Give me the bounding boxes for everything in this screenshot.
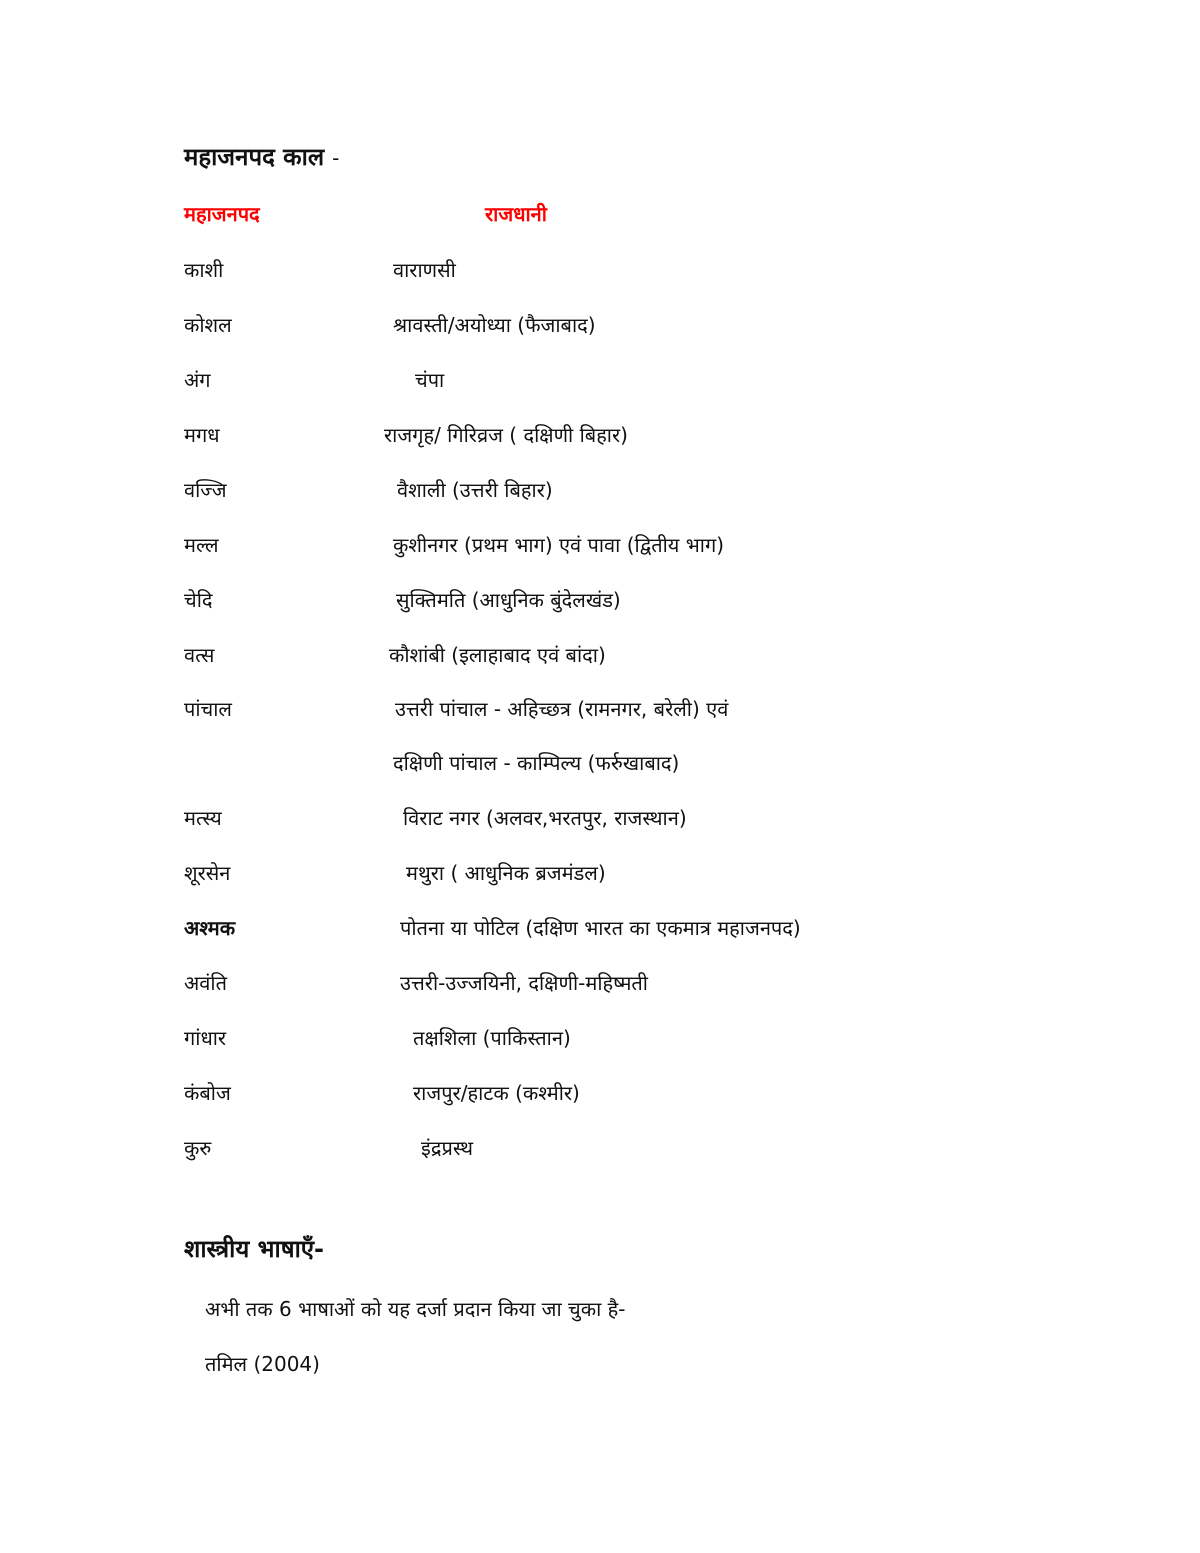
table-row bbox=[0, 804, 1200, 844]
row-capital: दक्षिणी पांचाल - काम्पिल्य (फर्रुखाबाद) bbox=[393, 751, 680, 775]
row-name: शूरसेन bbox=[184, 861, 231, 885]
row-capital: पोतना या पोटिल (दक्षिण भारत का एकमात्र महाजनपद) bbox=[400, 916, 801, 940]
section-title-classical-languages: शास्त्रीय भाषाएँ- bbox=[184, 1235, 325, 1263]
table-row bbox=[0, 1079, 1200, 1119]
page-title-text: महाजनपद काल bbox=[184, 143, 325, 171]
row-name: वज्जि bbox=[184, 478, 227, 502]
row-name: कंबोज bbox=[184, 1081, 231, 1105]
row-name: अश्मक bbox=[184, 916, 236, 940]
table-row bbox=[0, 1134, 1200, 1174]
table-row bbox=[0, 311, 1200, 351]
row-name: मत्स्य bbox=[184, 806, 222, 830]
table-row bbox=[0, 859, 1200, 899]
row-name: कुरु bbox=[184, 1136, 212, 1160]
column-header-mahajanapada: महाजनपद bbox=[184, 202, 260, 226]
row-capital: कौशांबी (इलाहाबाद एवं बांदा) bbox=[389, 643, 606, 667]
row-capital: कुशीनगर (प्रथम भाग) एवं पावा (द्वितीय भाग) bbox=[393, 533, 725, 557]
row-name: मगध bbox=[184, 423, 220, 447]
row-name: गांधार bbox=[184, 1026, 227, 1050]
row-name: अंग bbox=[184, 368, 211, 392]
page-title-dash: - bbox=[332, 146, 340, 170]
row-name: वत्स bbox=[184, 643, 215, 667]
page-title bbox=[184, 140, 339, 173]
table-row bbox=[0, 531, 1200, 571]
table-row bbox=[0, 749, 1200, 789]
row-name: चेदि bbox=[184, 588, 213, 612]
row-capital: राजपुर/हाटक (कश्मीर) bbox=[413, 1081, 580, 1105]
row-capital: इंद्रप्रस्थ bbox=[421, 1136, 473, 1160]
table-row bbox=[0, 641, 1200, 681]
row-capital: उत्तरी-उज्जयिनी, दक्षिणी-महिष्मती bbox=[400, 971, 648, 995]
row-capital: सुक्तिमति (आधुनिक बुंदेलखंड) bbox=[396, 588, 621, 612]
row-capital: उत्तरी पांचाल - अहिच्छत्र (रामनगर, बरेली) एवं bbox=[395, 697, 729, 721]
table-row bbox=[0, 366, 1200, 406]
row-capital: मथुरा ( आधुनिक ब्रजमंडल) bbox=[406, 861, 606, 885]
row-name: मल्ल bbox=[184, 533, 219, 557]
table-row bbox=[0, 421, 1200, 461]
classical-languages-intro: अभी तक 6 भाषाओं को यह दर्जा प्रदान किया जा चुका है- bbox=[205, 1297, 626, 1321]
row-capital: राजगृह/ गिरिव्रज ( दक्षिणी बिहार) bbox=[384, 423, 628, 447]
column-header-capital: राजधानी bbox=[485, 202, 547, 226]
row-capital: तक्षशिला (पाकिस्तान) bbox=[413, 1026, 571, 1050]
table-row bbox=[0, 969, 1200, 1009]
row-capital: वैशाली (उत्तरी बिहार) bbox=[397, 478, 553, 502]
table-row bbox=[0, 914, 1200, 954]
row-name: अवंति bbox=[184, 971, 227, 995]
table-row bbox=[0, 695, 1200, 735]
table-row bbox=[0, 256, 1200, 296]
table-row bbox=[0, 1024, 1200, 1064]
row-name: कोशल bbox=[184, 313, 232, 337]
row-capital: विराट नगर (अलवर,भरतपुर, राजस्थान) bbox=[403, 806, 687, 830]
row-capital: चंपा bbox=[415, 368, 445, 392]
row-capital: वाराणसी bbox=[393, 258, 456, 282]
classical-language-tamil: तमिल (2004) bbox=[205, 1352, 320, 1376]
row-name: काशी bbox=[184, 258, 224, 282]
table-row bbox=[0, 586, 1200, 626]
row-capital: श्रावस्ती/अयोध्या (फैजाबाद) bbox=[393, 313, 596, 337]
row-name: पांचाल bbox=[184, 697, 232, 721]
table-row bbox=[0, 476, 1200, 516]
